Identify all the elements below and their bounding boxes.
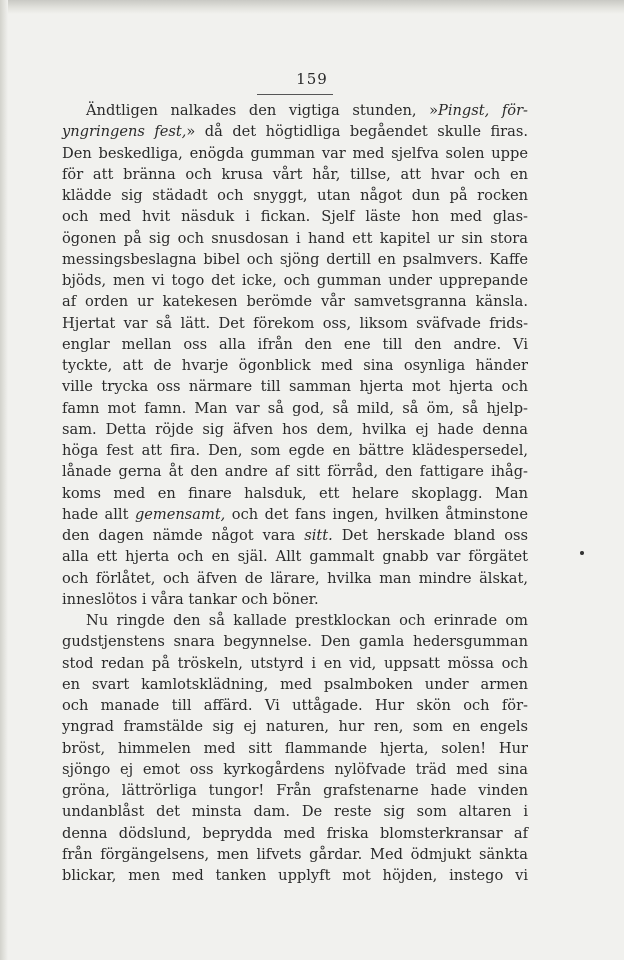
text-line: undanblåst det minsta dam. De reste sig som altaren i [62, 803, 528, 821]
text-line: lånade gerna åt den andre af sitt förråd, den fattigare ihåg- [62, 463, 528, 481]
text-line: och med hvit näsduk i fickan. Sjelf läste hon med glas- [62, 208, 528, 226]
text-line: höga fest att fira. Den, som egde en bättre klädespersedel, [62, 442, 528, 459]
page-edge-shadow-top [0, 0, 624, 14]
text-line: koms med en finare halsduk, ett helare skoplagg. Man [62, 484, 528, 502]
text-line: ögonen på sig och snusdosan i hand ett kapitel ur sin stora [62, 229, 528, 247]
text-line: tyckte, att de hvarje ögonblick med sina osynliga händer [62, 357, 528, 374]
text-line: hade allt gemensamt, och det fans ingen, hvilken åtminstone [62, 505, 528, 523]
text-line: blickar, men med tanken upplyft mot höjden, instego vi [62, 867, 528, 884]
text-line: famn mot famn. Man var så god, så mild, så öm, så hjelp- [62, 399, 528, 417]
text-line: och manade till affärd. Vi uttågade. Hur skön och för- [62, 697, 528, 714]
text-line: bröst, himmelen med sitt flammande hjerta, solen! Hur [62, 739, 528, 757]
text-line: af orden ur katekesen berömde vår samvetsgranna känsla. [62, 293, 528, 311]
body-text [62, 100, 528, 886]
text-line: denna dödslund, beprydda med friska blomsterkransar af [62, 824, 528, 842]
text-line: Ändtligen nalkades den vigtiga stunden, »Pingst, för- [86, 102, 528, 119]
text-line: gudstjenstens snara begynnelse. Den gamla hedersgumman [62, 633, 528, 651]
text-line: sjöngo ej emot oss kyrkogårdens nylöfvade träd med sina [62, 760, 528, 778]
text-line: klädde sig städadt och snyggt, utan något dun på rocken [62, 187, 528, 204]
text-line: yngrad framstälde sig ej naturen, hur ren, som en engels [62, 718, 528, 736]
text-line: inneslötos i våra tankar och böner. [62, 590, 319, 608]
text-line: bjöds, men vi togo det icke, och gumman under upprepande [62, 272, 528, 289]
text-line: för att bränna och krusa vårt hår, tillse, att hvar och en [62, 165, 528, 183]
text-line: en svart kamlotsklädning, med psalmboken under armen [62, 675, 528, 693]
page-number: 159 [296, 70, 328, 88]
text-line: stod redan på tröskeln, utstyrd i en vid, uppsatt mössa och [62, 654, 528, 672]
text-line: sam. Detta röjde sig äfven hos dem, hvilka ej hade denna [62, 420, 528, 438]
text-line: gröna, lättrörliga tungor! Från grafstenarne hade vinden [62, 782, 528, 799]
page-edge-shadow-left [0, 0, 8, 960]
text-line: Den beskedliga, enögda gumman var med sjelfva solen uppe [62, 144, 528, 162]
ink-speck [580, 551, 584, 555]
text-line: från förgängelsens, men lifvets gårdar. Med ödmjukt sänkta [62, 845, 528, 863]
text-line: ville trycka oss närmare till samman hjerta mot hjerta och [62, 378, 528, 396]
text-line: messingsbeslagna bibel och sjöng dertill en psalmvers. Kaffe [62, 250, 528, 268]
text-line: yngringens fest,» då det högtidliga begåendet skulle firas. [62, 123, 528, 141]
page-number-rule [257, 94, 333, 95]
text-line: den dagen nämde något vara sitt. Det herskade bland oss [62, 527, 529, 544]
text-line: alla ett hjerta och en själ. Allt gammalt gnabb var förgätet [62, 548, 528, 566]
text-line: Nu ringde den så kallade prestklockan och erinrade om [86, 612, 528, 629]
text-line: och förlåtet, och äfven de lärare, hvilka man mindre älskat, [62, 569, 528, 587]
text-line: Hjertat var så lätt. Det förekom oss, liksom sväfvade frids- [62, 314, 528, 332]
text-line: englar mellan oss alla ifrån den ene till den andre. Vi [62, 335, 528, 353]
